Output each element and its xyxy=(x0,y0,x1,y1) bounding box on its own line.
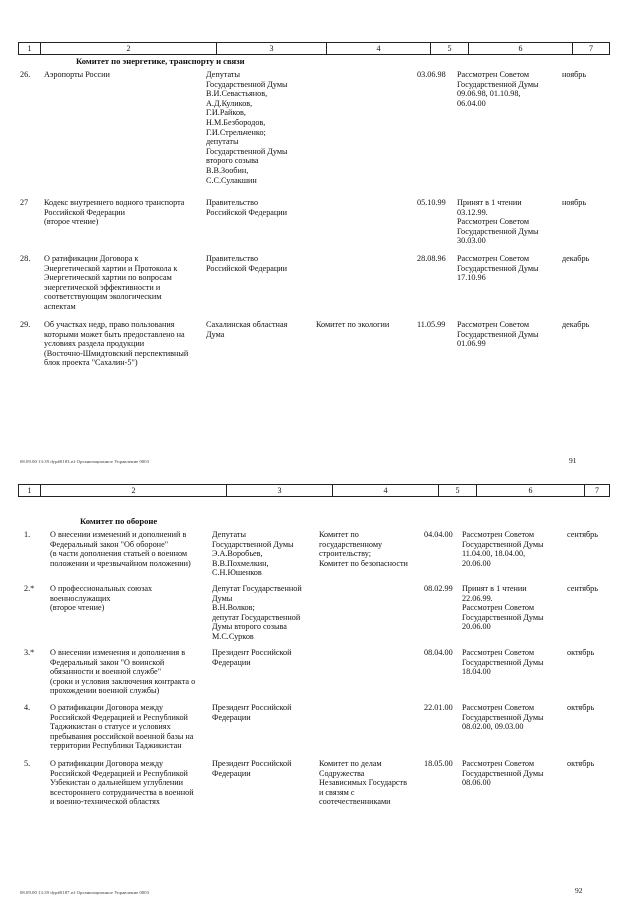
row-initiator: Правительство Российской Федерации xyxy=(206,198,288,217)
row-month: сентябрь xyxy=(567,530,598,539)
row-title: О профессиональных союзах военнослужащих (второе чтение) xyxy=(50,584,153,613)
row-initiator: Президент Российской Федерации xyxy=(212,648,292,667)
row-month: сентябрь xyxy=(567,584,598,593)
section-title: Комитет по энергетике, транспорту и связи xyxy=(76,56,245,66)
row-month: ноябрь xyxy=(562,198,587,207)
row-committee: Комитет по экологии xyxy=(316,320,390,329)
header-col-2: 2 xyxy=(41,485,227,496)
row-date: 28.08.96 xyxy=(417,254,446,263)
row-title: О ратификации Договора к Энергетической хартии и Протокола к Энергетической хартии по вопросам энергетической эффективности и соответствующим экологическим аспектам xyxy=(44,254,178,311)
row-date: 05.10.99 xyxy=(417,198,446,207)
row-status: Рассмотрен Советом Государственной Думы 18.04.00 xyxy=(462,648,544,677)
row-status: Рассмотрен Советом Государственной Думы 08.06.00 xyxy=(462,759,544,788)
header-col-2: 2 xyxy=(41,43,217,54)
row-date: 04.04.00 xyxy=(424,530,453,539)
header-col-3: 3 xyxy=(217,43,327,54)
row-month: октябрь xyxy=(567,703,595,712)
row-title: О внесении изменений и дополнений в Федеральный закон "Об обороне" (в части дополнения статьей о военном положении и чрезвычайном положении) xyxy=(50,530,191,568)
row-committee: Комитет по делам Содружества Независимых Государств и связям с соотечественниками xyxy=(319,759,407,807)
page-1-footer: 08.09.00 13:39 dyp#0183.rtf Организационное Управление 0003 xyxy=(20,459,150,464)
row-status: Рассмотрен Советом Государственной Думы 08.02.00, 09.03.00 xyxy=(462,703,544,732)
row-title: Об участках недр, право пользования которыми может быть предоставлено на условиях раздела продукции (Восточно-Шмидтовский перспективный блок проекта "Сахалин-5") xyxy=(44,320,189,368)
row-initiator: Президент Российской Федерации xyxy=(212,759,292,778)
row-number: 27 xyxy=(20,198,29,207)
row-status: Рассмотрен Советом Государственной Думы 11.04.00, 18.04.00, 20.06.00 xyxy=(462,530,544,568)
row-initiator: Сахалинская областная Дума xyxy=(206,320,288,339)
row-number: 3.* xyxy=(24,648,35,657)
row-month: октябрь xyxy=(567,648,595,657)
row-number: 26. xyxy=(20,70,31,79)
row-title: О ратификации Договора между Российской Федерацией и Республикой Таджикистан о статусе и условиях пребывания российской военной базы на территории Республики Таджикистан xyxy=(50,703,194,751)
row-status: Принят в 1 чтении 22.06.99. Рассмотрен Советом Государственной Думы 20.06.00 xyxy=(462,584,544,632)
row-number: 2.* xyxy=(24,584,35,593)
header-col-6: 6 xyxy=(469,43,573,54)
row-status: Рассмотрен Советом Государственной Думы 01.06.99 xyxy=(457,320,539,349)
section-title: Комитет по обороне xyxy=(80,516,158,526)
row-date: 03.06.98 xyxy=(417,70,446,79)
row-number: 5. xyxy=(24,759,31,768)
row-date: 18.05.00 xyxy=(424,759,453,768)
row-number: 29. xyxy=(20,320,31,329)
row-initiator: Депутат Государственной Думы В.Н.Волков; депутат Государственной Думы второго созыва М.С.Сурков xyxy=(212,584,302,641)
row-initiator: Президент Российской Федерации xyxy=(212,703,292,722)
header-col-4: 4 xyxy=(333,485,439,496)
row-number: 1. xyxy=(24,530,31,539)
row-month: октябрь xyxy=(567,759,595,768)
row-date: 22.01.00 xyxy=(424,703,453,712)
row-status: Принят в 1 чтении 03.12.99. Рассмотрен Советом Государственной Думы 30.03.00 xyxy=(457,198,539,246)
row-initiator: Правительство Российской Федерации xyxy=(206,254,288,273)
row-committee: Комитет по государственному строительству; Комитет по безопасности xyxy=(319,530,408,568)
row-title: О ратификации Договора между Российской Федерацией и Республикой Узбекистан о дальнейшем углублении всестороннего сотрудничества в военной и военно-технической областях xyxy=(50,759,194,807)
row-initiator: Депутаты Государственной Думы В.И.Севастьянов, А.Д.Куликов, Г.И.Райков, Н.М.Безбородов, Г.И.Стрельченко; депутаты Государственной Думы второго созыва В.В.Зообин, С.С.Сулакшин xyxy=(206,70,288,185)
row-title: Кодекс внутреннего водного транспорта Российской Федерации (второе чтение) xyxy=(44,198,185,227)
header-col-5: 5 xyxy=(431,43,469,54)
header-col-7: 7 xyxy=(595,486,599,495)
row-title: Аэропорты России xyxy=(44,70,110,79)
row-month: декабрь xyxy=(562,320,590,329)
row-status: Рассмотрен Советом Государственной Думы 17.10.96 xyxy=(457,254,539,283)
header-col-5: 5 xyxy=(439,485,477,496)
header-col-7: 7 xyxy=(589,44,593,53)
page-2-number: 92 xyxy=(575,886,583,895)
row-month: декабрь xyxy=(562,254,590,263)
header-col-1: 1 xyxy=(19,43,41,54)
header-col-4: 4 xyxy=(327,43,431,54)
row-date: 08.04.00 xyxy=(424,648,453,657)
header-col-1: 1 xyxy=(19,485,41,496)
row-title: О внесении изменения и дополнения в Федеральный закон "О воинской обязанности и военной службе" (сроки и условия заключения контракта о прохождении военной службы) xyxy=(50,648,196,696)
row-number: 28. xyxy=(20,254,31,263)
row-initiator: Депутаты Государственной Думы Э.А.Воробьев, В.В.Похмелкин, С.Н.Юшенков xyxy=(212,530,294,578)
page-1-number: 91 xyxy=(569,456,577,465)
row-date: 11.05.99 xyxy=(417,320,446,329)
header-col-6: 6 xyxy=(477,485,585,496)
header-col-3: 3 xyxy=(227,485,333,496)
row-number: 4. xyxy=(24,703,31,712)
page-2-footer: 08.09.00 13:39 dyp#0187.rtf Организационное Управление 0003 xyxy=(20,890,150,895)
row-month: ноябрь xyxy=(562,70,587,79)
table-header xyxy=(18,484,610,497)
row-date: 08.02.99 xyxy=(424,584,453,593)
row-status: Рассмотрен Советом Государственной Думы 09.06.98, 01.10.98, 06.04.00 xyxy=(457,70,539,108)
